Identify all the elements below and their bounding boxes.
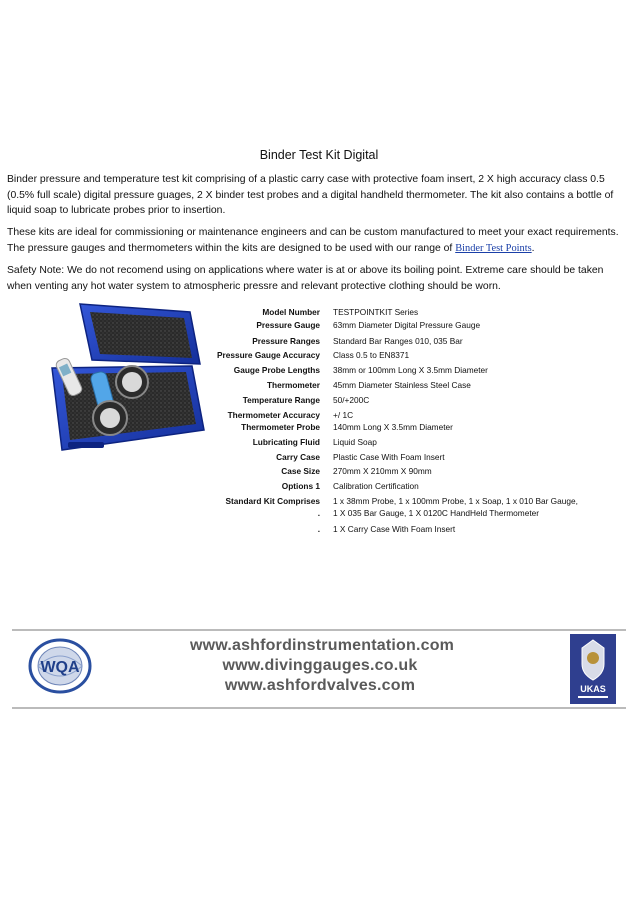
spec-row xyxy=(0,320,638,334)
spec-value: 1 x 38mm Probe, 1 x 100mm Probe, 1 x Soap, 1 x 010 Bar Gauge, xyxy=(333,496,578,506)
spec-row xyxy=(0,380,638,394)
footer-divider-top xyxy=(12,629,626,631)
usage-paragraph xyxy=(7,225,631,256)
spec-value: Standard Bar Ranges 010, 035 Bar xyxy=(333,336,463,346)
spec-label: Thermometer Accuracy xyxy=(227,410,320,420)
binder-test-points-link[interactable]: Binder Test Points xyxy=(455,242,532,254)
spec-label: Pressure Gauge xyxy=(256,320,320,330)
spec-row xyxy=(0,422,638,436)
ukas-logo-text: UKAS xyxy=(580,684,606,694)
spec-row xyxy=(0,481,638,495)
intro-paragraph: Binder pressure and temperature test kit comprising of a plastic carry case with protective foam insert, 2 X high accuracy class 0.5 (0.5% full scale) digital pressure guages, 2 X binder test probes and a digital handheld thermometer. The kit also contains a bottle of liquid soap to lubricate probes prior to insertion. xyxy=(7,174,614,216)
spec-value: 270mm X 210mm X 90mm xyxy=(333,466,432,476)
spec-label: Lubricating Fluid xyxy=(252,437,320,447)
footer-divider-bottom xyxy=(12,707,626,709)
spec-value: 1 X 035 Bar Gauge, 1 X 0120C HandHeld Thermometer xyxy=(333,508,540,518)
spec-value: +/ 1C xyxy=(333,410,354,420)
footer-link-ashford-valves[interactable]: www.ashfordvalves.com xyxy=(224,677,416,694)
spec-value: Calibration Certification xyxy=(333,481,419,491)
spec-row xyxy=(0,524,638,538)
spec-value: 63mm Diameter Digital Pressure Gauge xyxy=(333,320,481,330)
spec-label: . xyxy=(317,524,320,534)
spec-label: Thermometer xyxy=(266,380,320,390)
spec-value: Class 0.5 to EN8371 xyxy=(333,350,410,360)
spec-value: 1 X Carry Case With Foam Insert xyxy=(333,524,456,534)
spec-row xyxy=(0,508,638,522)
spec-label: Case Size xyxy=(281,466,320,476)
spec-label: Carry Case xyxy=(276,452,320,462)
spec-label: Model Number xyxy=(262,307,320,317)
usage-paragraph-text: These kits are ideal for commissioning or maintenance engineers and can be custom manufactured to meet your exact requirements. The pressure gauges and thermometers within the kits are designed to be used with our range of xyxy=(7,227,619,254)
footer-link-ashford-instrumentation[interactable]: www.ashfordinstrumentation.com xyxy=(190,637,455,654)
spec-row xyxy=(0,466,638,480)
spec-row xyxy=(0,365,638,379)
spec-value: TESTPOINTKIT Series xyxy=(333,307,419,317)
document-title: Binder Test Kit Digital xyxy=(259,148,379,162)
spec-label: Temperature Range xyxy=(242,395,320,405)
wqa-logo xyxy=(24,636,96,696)
spec-label: Standard Kit Comprises xyxy=(225,496,320,506)
spec-value: 45mm Diameter Stainless Steel Case xyxy=(333,380,471,390)
spec-value: 140mm Long X 3.5mm Diameter xyxy=(333,422,453,432)
ukas-logo xyxy=(570,634,616,704)
spec-label: Pressure Gauge Accuracy xyxy=(217,350,320,360)
spec-row xyxy=(0,350,638,364)
spec-row xyxy=(0,395,638,409)
spec-row xyxy=(0,437,638,451)
spec-label: . xyxy=(317,508,320,518)
usage-paragraph-end: . xyxy=(531,242,535,254)
spec-row xyxy=(0,336,638,350)
spec-value: 50/+200C xyxy=(333,395,370,405)
footer-link-diving-gauges[interactable]: www.divinggauges.co.uk xyxy=(222,657,418,674)
safety-note-paragraph: Safety Note: We do not recomend using on applications where water is at or above its boiling point. Extreme care should be taken when venting any hot water system to atmospheric pressre and relevant protective clothing should be worn. xyxy=(7,265,604,292)
footer-links xyxy=(190,636,455,696)
spec-value: Plastic Case With Foam Insert xyxy=(333,452,445,462)
spec-value: 38mm or 100mm Long X 3.5mm Diameter xyxy=(333,365,488,375)
spec-row xyxy=(0,452,638,466)
spec-label: Gauge Probe Lengths xyxy=(233,365,320,375)
spec-label: Options 1 xyxy=(281,481,320,491)
spec-row xyxy=(0,307,638,321)
spec-label: Thermometer Probe xyxy=(241,422,320,432)
wqa-logo-text: WQA xyxy=(40,659,80,676)
spec-value: Liquid Soap xyxy=(333,437,377,447)
spec-label: Pressure Ranges xyxy=(252,336,320,346)
